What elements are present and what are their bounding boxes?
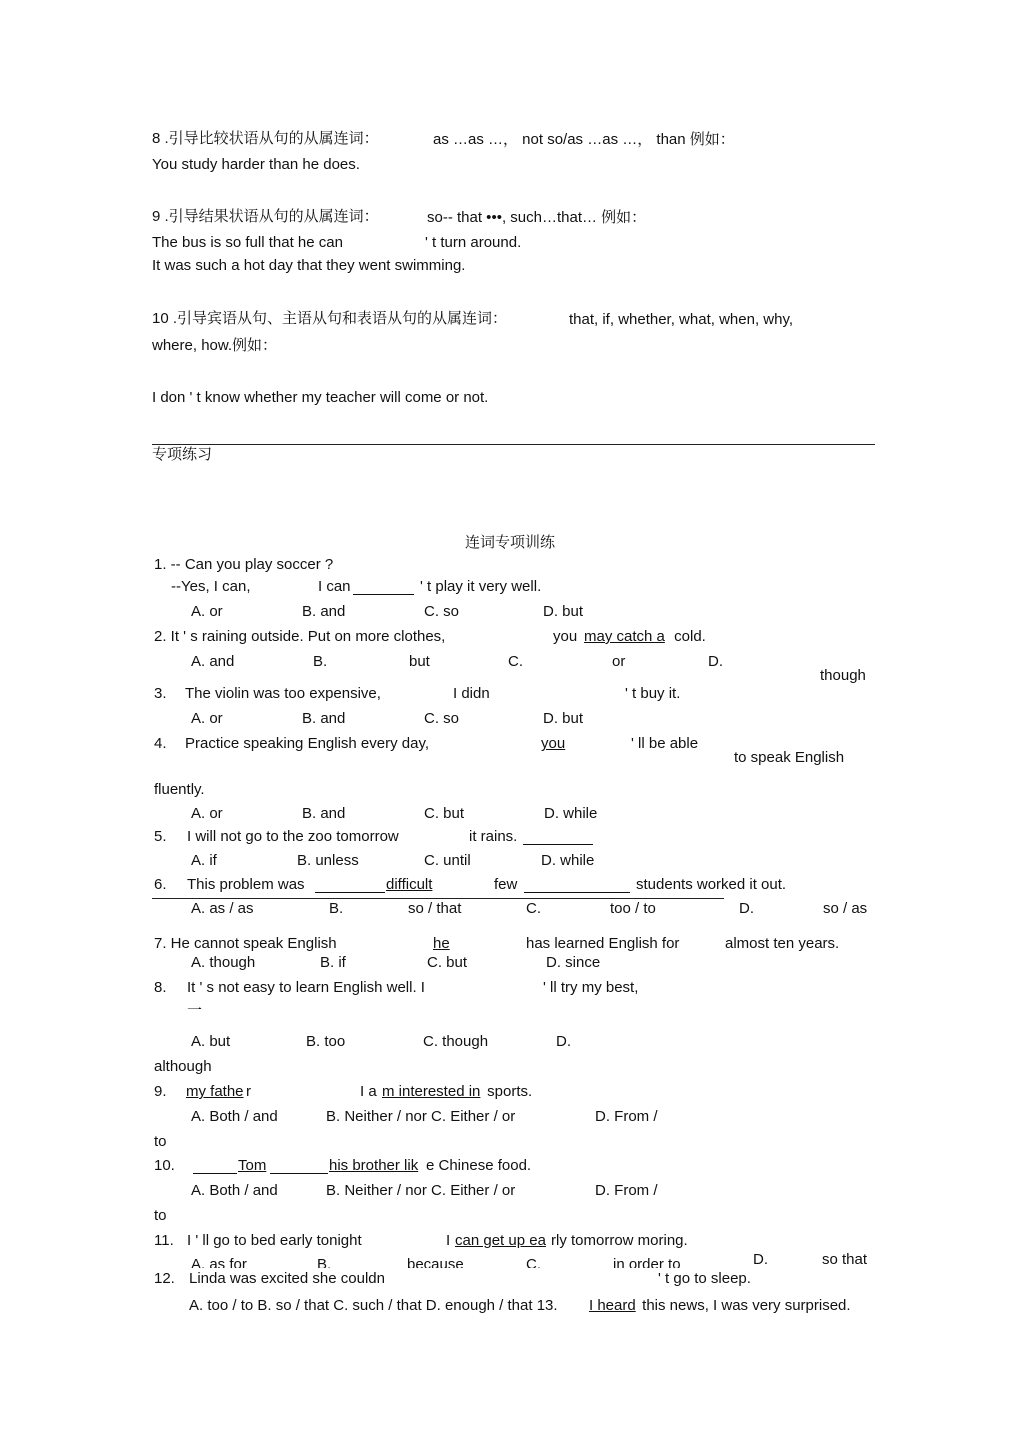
q8-option-a: A. but [191, 1033, 231, 1050]
q7-option-a: A. though [191, 954, 256, 971]
q4-stem-e: fluently. [154, 781, 205, 798]
q11-stem-a: I ' ll go to bed early tonight [187, 1232, 362, 1249]
q3-option-b: B. and [302, 710, 346, 727]
q6-option-c-letter: C. [526, 900, 541, 917]
q12-stem-a: Linda was excited she couldn [189, 1270, 385, 1287]
q1-option-b: B. and [302, 603, 346, 620]
item9-example2: It was such a hot day that they went swimming. [152, 257, 466, 274]
item8-example: You study harder than he does. [152, 156, 360, 173]
q11-option-d-word: so that [822, 1251, 868, 1268]
q8-number: 8. [154, 979, 167, 996]
q4-stem-d: to speak English [734, 749, 845, 766]
q8-option-c: C. though [423, 1033, 489, 1050]
q1-line2-b: I can [318, 578, 351, 595]
q2-stem: 2. It ' s raining outside. Put on more clothes, [154, 628, 446, 645]
q8-option-d-letter: D. [556, 1033, 571, 1050]
q5-option-c: C. until [424, 852, 471, 869]
item10-conjunctions-2: where, how.例如： [152, 337, 278, 354]
q3-stem-a: The violin was too expensive, [185, 685, 381, 702]
q3-stem-b: I didn [453, 685, 490, 702]
q11-stem-b: I [446, 1232, 455, 1249]
q5-option-a: A. if [191, 852, 217, 869]
q8-stem-a: It ' s not easy to learn English well. I [187, 979, 425, 996]
q3-stem-c: ' t buy it. [625, 685, 681, 702]
q4-option-b: B. and [302, 805, 346, 822]
q9-number: 9. [154, 1083, 167, 1100]
q8-dash: 一 [187, 1002, 203, 1019]
q8-option-b: B. too [306, 1033, 346, 1050]
q9-stem-a2: r [246, 1083, 251, 1100]
q11-option-b-word: because [407, 1256, 464, 1268]
q5-option-b: B. unless [297, 852, 359, 869]
q1-option-d: D. but [543, 603, 584, 620]
q3-number: 3. [154, 685, 167, 702]
q11-option-b-letter: B. [317, 1256, 332, 1268]
q2-option-d-word: though [820, 667, 866, 684]
q11-option-a: A. as for [191, 1256, 247, 1268]
q6-rule [152, 898, 724, 899]
q4-stem-c: ' ll be able [631, 735, 699, 752]
q1-stem: 1. -- Can you play soccer ? [154, 556, 334, 573]
q10-option-d: D. From / [595, 1182, 658, 1199]
q11-option-c-letter: C. [526, 1256, 541, 1268]
q11-stem-d: rly tomorrow moring. [551, 1232, 688, 1249]
q9-stem-d: sports. [483, 1083, 533, 1100]
q6-number: 6. [154, 876, 167, 893]
q2-option-b-letter: B. [313, 653, 328, 670]
q10-answer-blank [193, 1173, 237, 1174]
q10-option-d-2: to [154, 1207, 167, 1224]
item9-conjunctions: so-- that •••, such…that… 例如： [427, 209, 647, 226]
q2-option-a: A. and [191, 653, 235, 670]
q2-stem-d: cold. [670, 628, 706, 645]
q9-option-a: A. Both / and [191, 1108, 278, 1125]
item9-example1-a: The bus is so full that he can [152, 234, 343, 251]
q13-stem-b: this news, I was very surprised. [638, 1297, 851, 1314]
q9-option-bc: B. Neither / nor C. Either / or [326, 1108, 516, 1125]
q10-option-bc: B. Neither / nor C. Either / or [326, 1182, 516, 1199]
q12-number: 12. [154, 1270, 175, 1287]
q2-option-c-letter: C. [508, 653, 523, 670]
q4-option-d: D. while [544, 805, 598, 822]
q9-option-d-2: to [154, 1133, 167, 1150]
q2-option-b-word: but [409, 653, 430, 670]
q12-options: A. too / to B. so / that C. such / that D. enough / that 13. [189, 1297, 558, 1314]
q7-stem-a: 7. He cannot speak English [154, 935, 337, 952]
q7-option-b: B. if [320, 954, 346, 971]
exercise-title: 连词专项训练 [465, 534, 556, 551]
q6-stem-a: This problem was [187, 876, 305, 893]
q7-stem-d: almost ten years. [725, 935, 840, 952]
item8-label: 8 .引导比较状语从句的从属连词： [152, 130, 379, 147]
q5-number: 5. [154, 828, 167, 845]
q10-stem-c: e Chinese food. [426, 1157, 532, 1174]
item9-label: 9 .引导结果状语从句的从属连词： [152, 208, 379, 225]
q4-option-a: A. or [191, 805, 223, 822]
q6-answer-blank-1 [315, 892, 385, 893]
q1-option-c: C. so [424, 603, 460, 620]
q11-option-c-word: in order to [613, 1256, 681, 1268]
q10-number: 10. [154, 1157, 175, 1174]
q9-stem-b: I a [360, 1083, 377, 1100]
q9-stem-c: m interested in [382, 1083, 481, 1100]
item8-conjunctions: as …as …， not so/as …as …， than 例如： [433, 131, 735, 148]
q10-stem-b: his brother lik [329, 1157, 419, 1174]
q6-stem-c: few [494, 876, 518, 893]
item10-conjunctions: that, if, whether, what, when, why, [569, 311, 794, 328]
q4-option-c: C. but [424, 805, 465, 822]
q2-option-d-letter: D. [708, 653, 723, 670]
q10-option-a: A. Both / and [191, 1182, 278, 1199]
q6-option-b-letter: B. [329, 900, 344, 917]
q11-options-row-clipped [150, 1256, 750, 1268]
q13-stem-a: I heard [589, 1297, 636, 1314]
q1-line2-a: --Yes, I can, [171, 578, 251, 595]
q9-option-d: D. From / [595, 1108, 658, 1125]
q7-option-c: C. but [427, 954, 468, 971]
q4-number: 4. [154, 735, 167, 752]
q5-answer-blank [523, 844, 593, 845]
q9-stem-a: my fathe [186, 1083, 244, 1100]
q4-stem-a: Practice speaking English every day, [185, 735, 430, 752]
section-heading: 专项练习 [152, 446, 213, 463]
q12-stem-b: ' t go to sleep. [658, 1270, 751, 1287]
q7-option-d: D. since [546, 954, 601, 971]
q2-stem-b: you [553, 628, 578, 645]
q6-stem-b: difficult [386, 876, 433, 893]
q7-stem-c: has learned English for [526, 935, 680, 952]
q1-answer-blank [353, 594, 414, 595]
q7-stem-b: he [433, 935, 450, 952]
q6-option-b-word: so / that [408, 900, 462, 917]
q8-stem-b: ' ll try my best, [543, 979, 639, 996]
q10-stem-a: Tom [238, 1157, 267, 1174]
q11-number: 11. [154, 1232, 174, 1249]
item10-label: 10 .引导宾语从句、主语从句和表语从句的从属连词： [152, 310, 508, 327]
q5-option-d: D. while [541, 852, 595, 869]
q6-option-d-letter: D. [739, 900, 754, 917]
q11-stem-c: can get up ea [455, 1232, 546, 1249]
q1-line2-c: ' t play it very well. [420, 578, 542, 595]
q6-answer-blank-2 [524, 892, 630, 893]
q2-stem-c: may catch a [584, 628, 665, 645]
q2-option-c-word: or [612, 653, 626, 670]
q11-option-d-letter: D. [753, 1251, 768, 1268]
item10-example: I don ' t know whether my teacher will come or not. [152, 389, 489, 406]
q3-option-d: D. but [543, 710, 584, 727]
q8-option-d-word: although [154, 1058, 212, 1075]
q5-stem-a: I will not go to the zoo tomorrow [187, 828, 399, 845]
q10-answer-blank-2 [270, 1173, 328, 1174]
q3-option-a: A. or [191, 710, 223, 727]
q6-option-a: A. as / as [191, 900, 254, 917]
q1-option-a: A. or [191, 603, 223, 620]
q6-stem-d: students worked it out. [636, 876, 787, 893]
q5-stem-b: it rains. [469, 828, 518, 845]
q4-stem-b: you [541, 735, 566, 752]
q6-option-d-word: so / as [823, 900, 868, 917]
q3-option-c: C. so [424, 710, 460, 727]
q6-option-c-word: too / to [610, 900, 656, 917]
section-divider [152, 444, 875, 445]
item9-example1-b: ' t turn around. [425, 234, 522, 251]
